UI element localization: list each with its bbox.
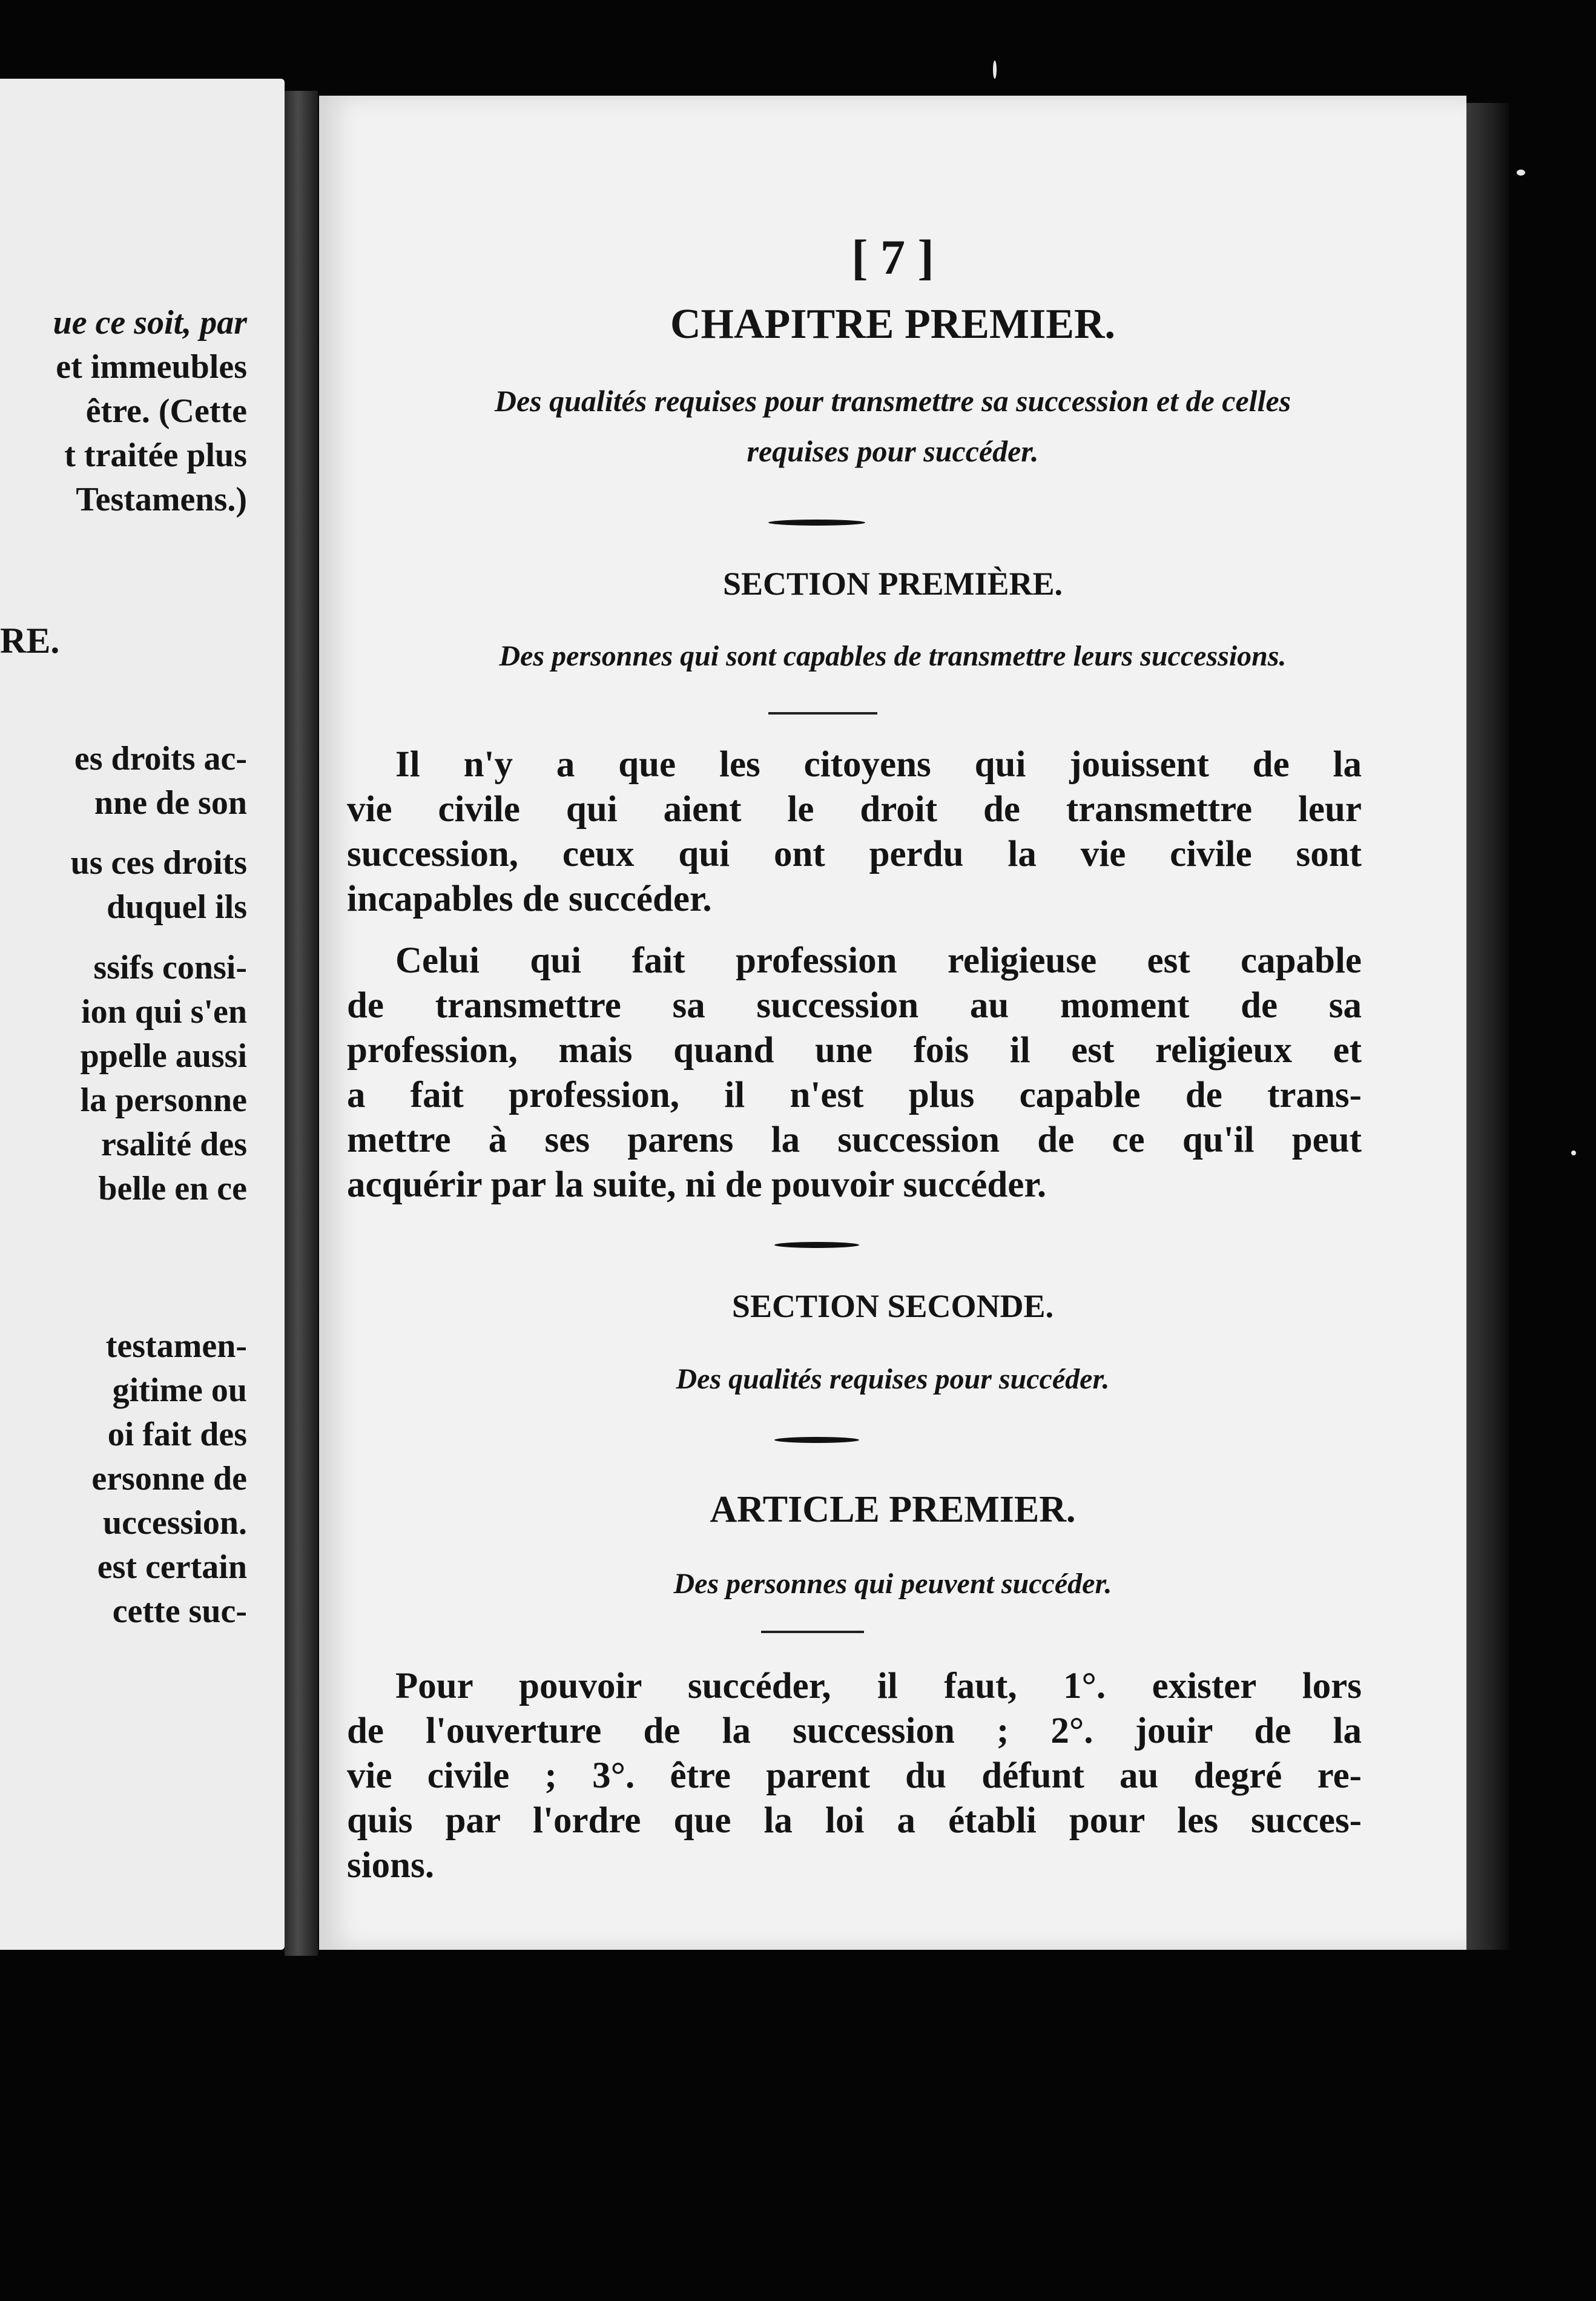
article-title: ARTICLE PREMIER. — [710, 1489, 1076, 1530]
left-text-line: nne de son — [94, 784, 247, 822]
left-text-line: être. (Cette — [85, 392, 247, 430]
text-line: vie civile ; 3°. être parent du défunt au degré re- — [347, 1755, 1362, 1796]
text-line: quis par l'ordre que la loi a établi pour les succes- — [347, 1800, 1362, 1841]
text-line: a fait profession, il n'est plus capable de trans- — [347, 1075, 1362, 1115]
text-line: mettre à ses parens la succession de ce qu'il peut — [347, 1120, 1362, 1160]
left-text-line: est certain — [97, 1548, 247, 1586]
left-text-line: ssifs consi- — [93, 949, 247, 986]
left-text-line: ppelle aussi — [80, 1037, 247, 1075]
left-text-line: us ces droits — [70, 844, 247, 882]
section-title: SECTION PREMIÈRE. — [722, 566, 1063, 602]
article-subtitle: Des personnes qui peuvent succéder. — [673, 1568, 1112, 1600]
section-title: SECTION SECONDE. — [731, 1288, 1054, 1324]
left-heading: RE. — [0, 621, 60, 661]
text-line: profession, mais quand une fois il est religieux et — [347, 1030, 1362, 1071]
left-text-line: ion qui s'en — [81, 993, 247, 1031]
left-text-line: gitime ou — [112, 1372, 247, 1409]
text-line: sions. — [347, 1845, 435, 1886]
chapter-subtitle: requises pour succéder. — [747, 434, 1039, 468]
chapter-subtitle: Des qualités requises pour transmettre sa succession et de celles — [494, 384, 1291, 418]
text-line: de l'ouverture de la succession ; 2°. jouir de la — [347, 1711, 1362, 1751]
left-text-line: duquel ils — [107, 888, 247, 926]
paragraph — [347, 939, 1362, 1207]
right-page — [319, 96, 1466, 1950]
left-text-line: Testamens.) — [76, 481, 247, 518]
section-subtitle: Des qualités requises pour succéder. — [676, 1363, 1110, 1395]
left-text-line: oi fait des — [107, 1416, 247, 1453]
paragraph — [347, 742, 1362, 922]
text-line: incapables de succéder. — [347, 879, 712, 919]
text-line: succession, ceux qui ont perdu la vie civile sont — [347, 834, 1362, 874]
left-text-line: belle en ce — [98, 1170, 247, 1207]
page-edge — [1466, 103, 1509, 1950]
text-line: acquérir par la suite, ni de pouvoir succéder. — [347, 1164, 1047, 1205]
text-line: Celui qui fait profession religieuse est capable — [395, 940, 1362, 981]
left-text-line: la personne — [80, 1081, 247, 1119]
divider-rule — [768, 712, 877, 715]
left-text-line: uccession. — [103, 1504, 247, 1542]
ornament-rule — [768, 520, 865, 526]
text-line: de transmettre sa succession au moment de sa — [347, 985, 1362, 1026]
ornament-rule — [774, 1242, 859, 1248]
left-text-line: testamen- — [105, 1327, 247, 1365]
left-text-line: t traitée plus — [64, 437, 247, 474]
divider-rule — [761, 1631, 864, 1633]
paragraph — [347, 1664, 1362, 1888]
left-text-line: rsalité des — [101, 1126, 247, 1163]
left-text-line: ersonne de — [91, 1460, 247, 1497]
text-line: vie civile qui aient le droit de transmettre leur — [347, 789, 1362, 830]
text-line: Il n'y a que les citoyens qui jouissent de la — [395, 744, 1362, 785]
left-text-line: es droits ac- — [74, 740, 247, 777]
book-gutter — [285, 91, 318, 1956]
left-text-line: ue ce soit, par — [53, 304, 247, 342]
left-page — [0, 79, 285, 1950]
left-text-line: et immeubles — [56, 348, 247, 386]
page-number: [ 7 ] — [851, 229, 934, 285]
left-text-line: cette suc- — [112, 1593, 247, 1630]
chapter-title: CHAPITRE PREMIER. — [670, 301, 1116, 348]
section-subtitle: Des personnes qui sont capables de transmettre leurs successions. — [499, 640, 1287, 672]
ornament-rule — [774, 1437, 859, 1443]
text-line: Pour pouvoir succéder, il faut, 1°. exister lors — [395, 1666, 1362, 1706]
